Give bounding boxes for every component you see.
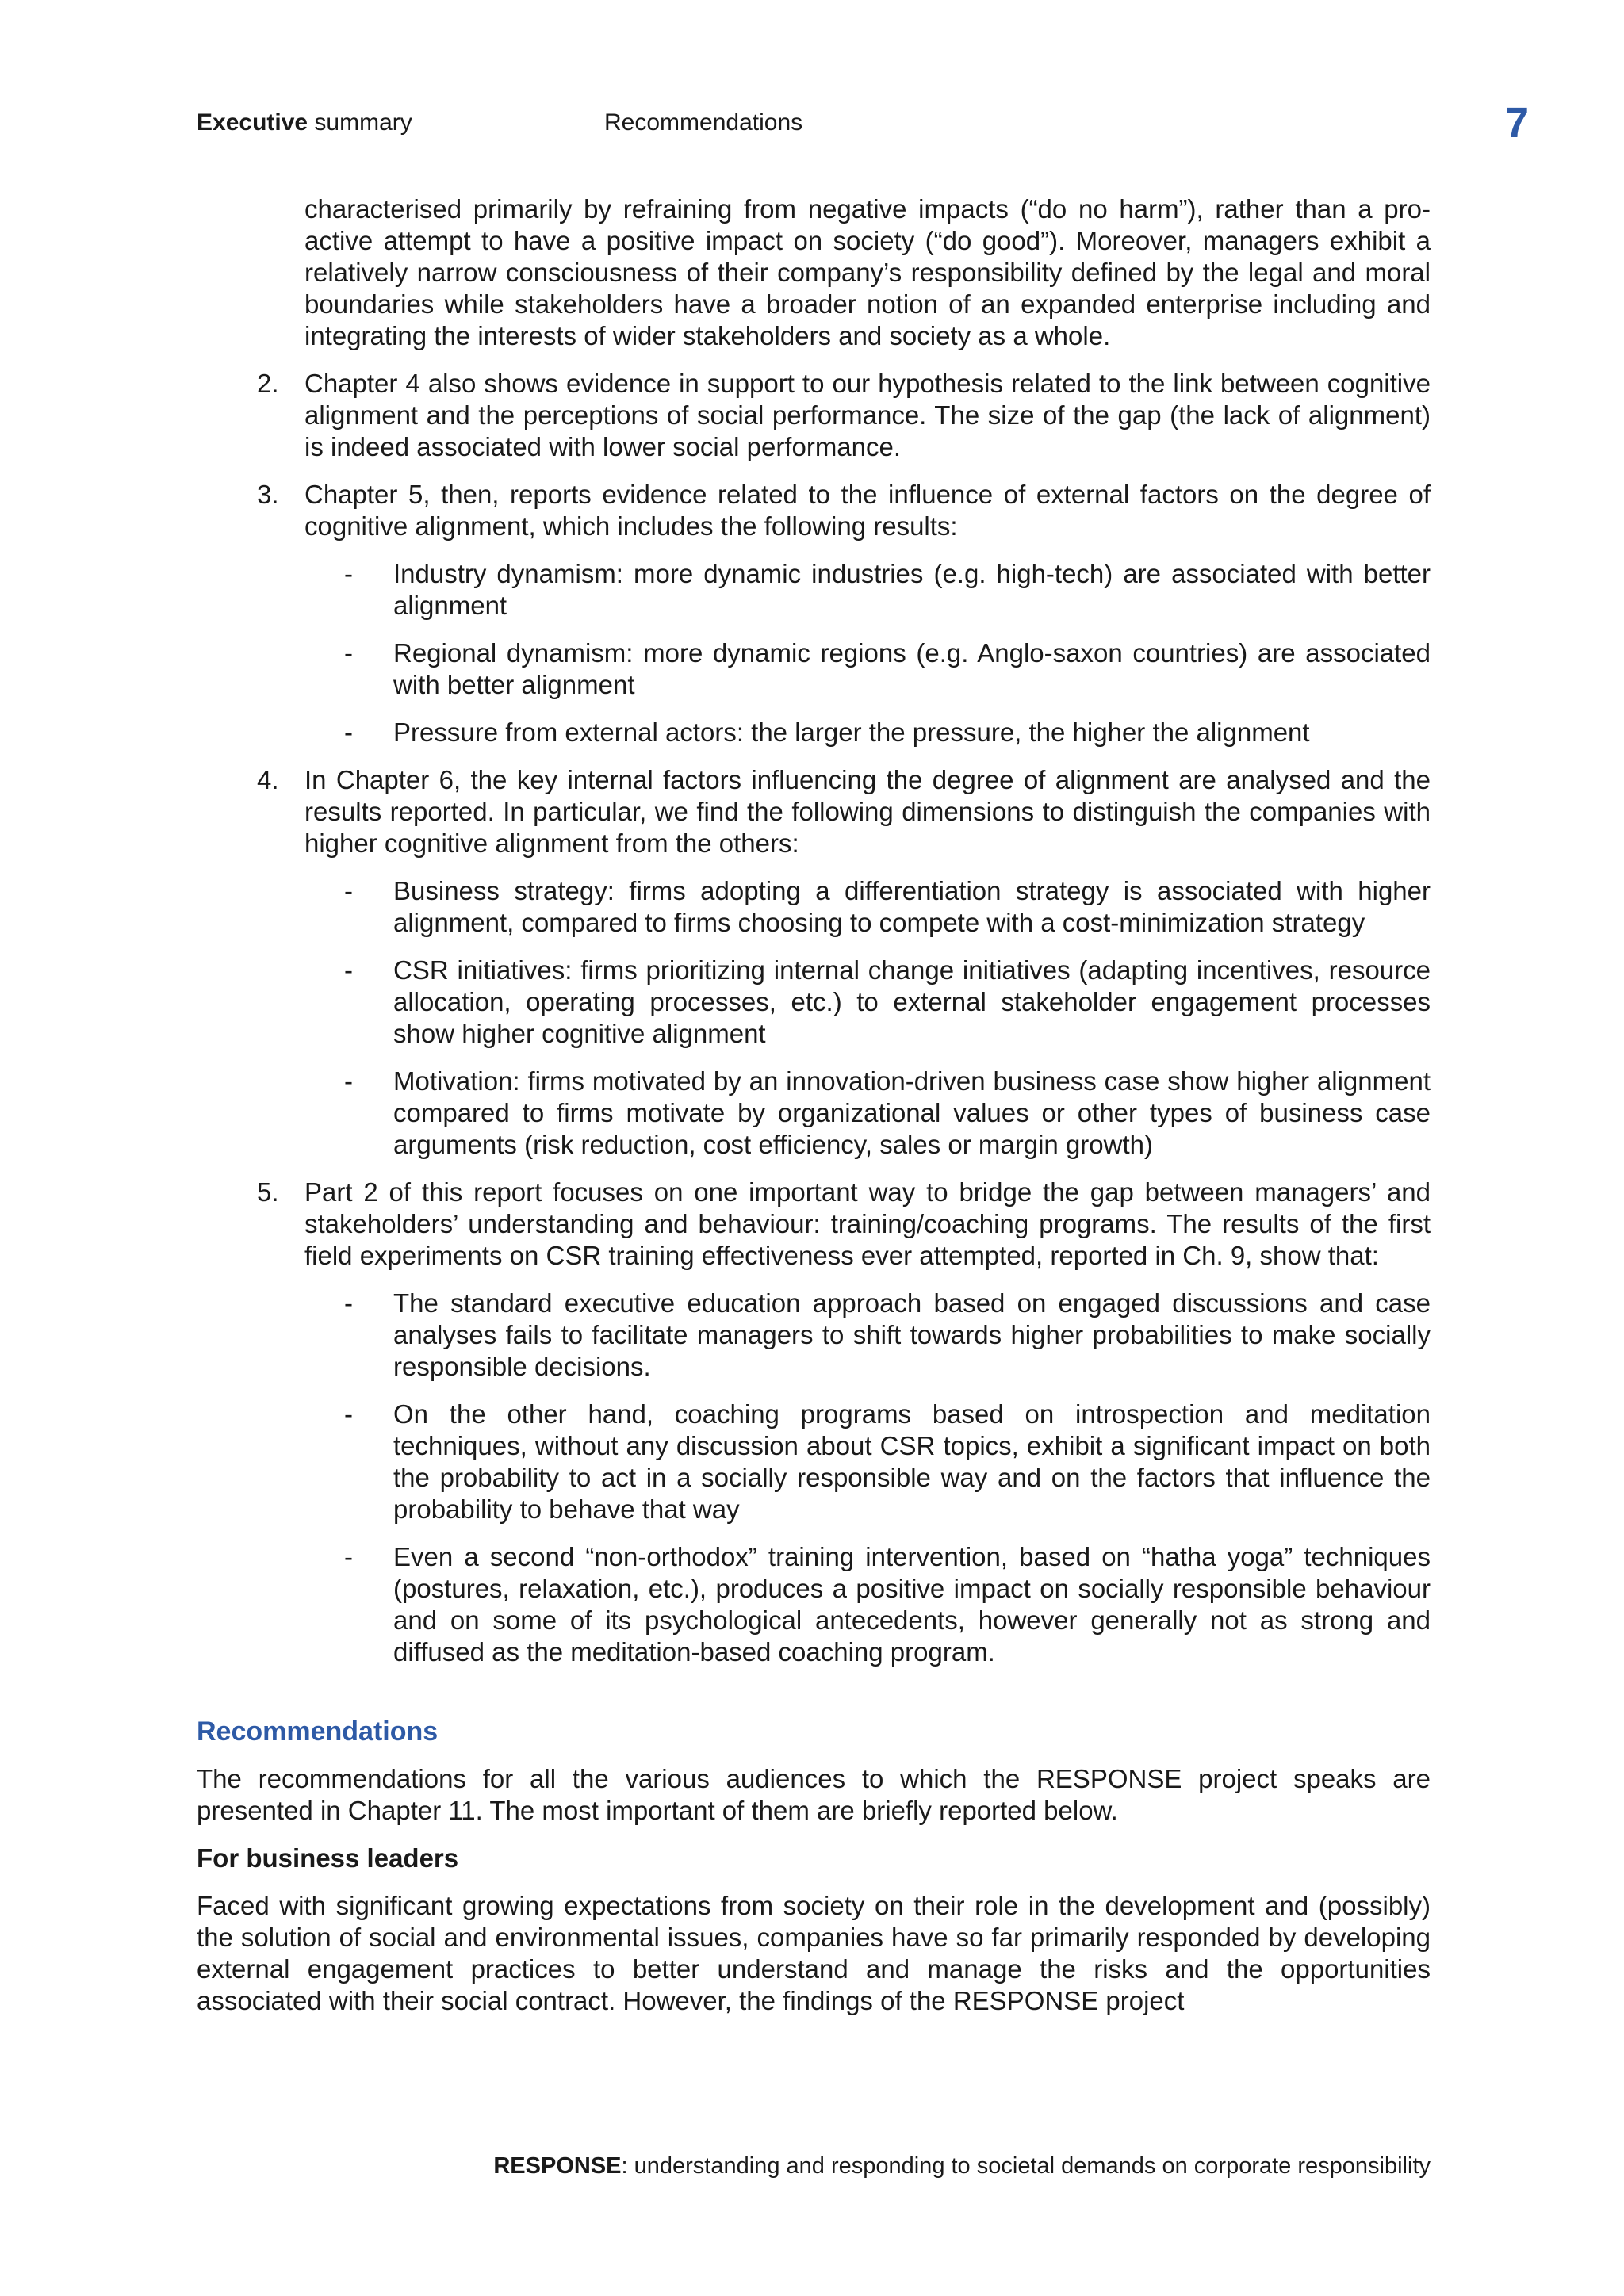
bullet-dash: -: [344, 718, 353, 747]
bullet-text: Pressure from external actors: the larger the pressure, the higher the alignment: [393, 718, 1310, 747]
numbered-list-item: [197, 479, 1431, 542]
header-chapter-bold: Executive: [197, 109, 308, 136]
bullet-text: On the other hand, coaching programs based on introspection and meditation techniques, without any discussion about CSR topics, exhibit a significant impact on both the probability to act in a socially responsible way and on the factors that influence the probability to behave that way: [393, 1399, 1431, 1524]
bullet-item: [197, 1066, 1431, 1161]
list-number: 4.: [257, 765, 279, 794]
list-item-text: Chapter 4 also shows evidence in support to our hypothesis related to the link between cognitive alignment and the perceptions of social performance. The size of the gap (the lack of alignment) is indeed associated with lower social performance.: [304, 369, 1431, 461]
bullet-item: [197, 875, 1431, 939]
bullet-text: Business strategy: firms adopting a differentiation strategy is associated with higher alignment, compared to firms choosing to compete with a cost-minimization strategy: [393, 876, 1431, 937]
bullet-item: [197, 558, 1431, 622]
bullet-dash: -: [344, 955, 353, 985]
bullet-dash: -: [344, 638, 353, 668]
bullet-dash: -: [344, 876, 353, 905]
bullet-text: Even a second “non-orthodox” training intervention, based on “hatha yoga” techniques (postures, relaxation, etc.), produces a positive impact on socially responsible behaviour and on some of its psychological antecedents, however generally not as strong and diffused as the meditation-based coaching program.: [393, 1542, 1431, 1667]
page-footer: [427, 2153, 1431, 2179]
list-item-text: Part 2 of this report focuses on one important way to bridge the gap between managers’ and stakeholders’ understanding and behaviour: training/coaching programs. The results of the first field experiments on CSR training effectiveness ever attempted, reported in Ch. 9, show that:: [304, 1177, 1431, 1270]
bullet-item: [197, 955, 1431, 1050]
header-chapter-rest: summary: [308, 109, 412, 136]
list-number: 3.: [257, 480, 279, 509]
business-leaders-paragraph: Faced with significant growing expectations from society on their role in the development and (possibly) the solution of social and environmental issues, companies have so far primarily responded by developing external engagement practices to better understand and manage the risks and the opportunities associated with their social contract. However, the findings of the RESPONSE project: [197, 1891, 1431, 2015]
bullet-dash: -: [344, 1066, 353, 1096]
header-section-title: Recommendations: [604, 109, 803, 136]
bullet-item: [197, 1541, 1431, 1668]
bullet-text: Industry dynamism: more dynamic industries (e.g. high-tech) are associated with better alignment: [393, 559, 1431, 620]
numbered-list-item: [197, 368, 1431, 463]
list-number: 5.: [257, 1177, 279, 1207]
continuation-paragraph: characterised primarily by refraining from negative impacts (“do no harm”), rather than a pro-active attempt to have a positive impact on society (“do good”). Moreover, managers exhibit a relatively narrow consciousness of their company’s responsibility defined by the legal and moral boundaries while stakeholders have a broader notion of an expanded enterprise including and integrating the interests of wider stakeholders and society as a whole.: [304, 194, 1431, 350]
bullet-dash: -: [344, 1399, 353, 1429]
footer-project-tagline: : understanding and responding to societal demands on corporate responsibility: [621, 2153, 1431, 2179]
bullet-item: [197, 1288, 1431, 1383]
list-number: 2.: [257, 369, 279, 398]
bullet-item: [197, 637, 1431, 701]
list-item-text: Chapter 5, then, reports evidence related to the influence of external factors on the degree of cognitive alignment, which includes the following results:: [304, 480, 1431, 541]
header-chapter-title: [197, 109, 412, 136]
subsection-heading: For business leaders: [197, 1843, 459, 1873]
bullet-text: CSR initiatives: firms prioritizing internal change initiatives (adapting incentives, resource allocation, operating processes, etc.) to external stakeholder engagement processes show higher cognitive alignment: [393, 955, 1431, 1048]
bullet-dash: -: [344, 1288, 353, 1318]
numbered-list-item: [197, 1177, 1431, 1272]
footer-project-name: RESPONSE: [493, 2153, 622, 2179]
list-item-text: In Chapter 6, the key internal factors influencing the degree of alignment are analysed and the results reported. In particular, we find the following dimensions to distinguish the companies with higher cognitive alignment from the others:: [304, 765, 1431, 858]
bullet-dash: -: [344, 1542, 353, 1571]
section-heading: Recommendations: [197, 1716, 439, 1747]
bullet-dash: -: [344, 559, 353, 588]
bullet-text: The standard executive education approach based on engaged discussions and case analyses fails to facilitate managers to shift towards higher probabilities to make socially responsible decisions.: [393, 1288, 1431, 1381]
page-number: 7: [1504, 99, 1529, 147]
bullet-text: Motivation: firms motivated by an innovation-driven business case show higher alignment compared to firms motivate by organizational values or other types of business case arguments (risk reduction, cost efficiency, sales or margin growth): [393, 1066, 1431, 1159]
recommendations-intro: The recommendations for all the various audiences to which the RESPONSE project speaks are presented in Chapter 11. The most important of them are briefly reported below.: [197, 1764, 1431, 1825]
bullet-item: [197, 717, 1431, 748]
bullet-item: [197, 1399, 1431, 1525]
page-header: [197, 99, 1529, 149]
numbered-list-item: [197, 764, 1431, 859]
document-body: [197, 193, 1431, 2017]
bullet-text: Regional dynamism: more dynamic regions (e.g. Anglo-saxon countries) are associated with better alignment: [393, 638, 1431, 699]
